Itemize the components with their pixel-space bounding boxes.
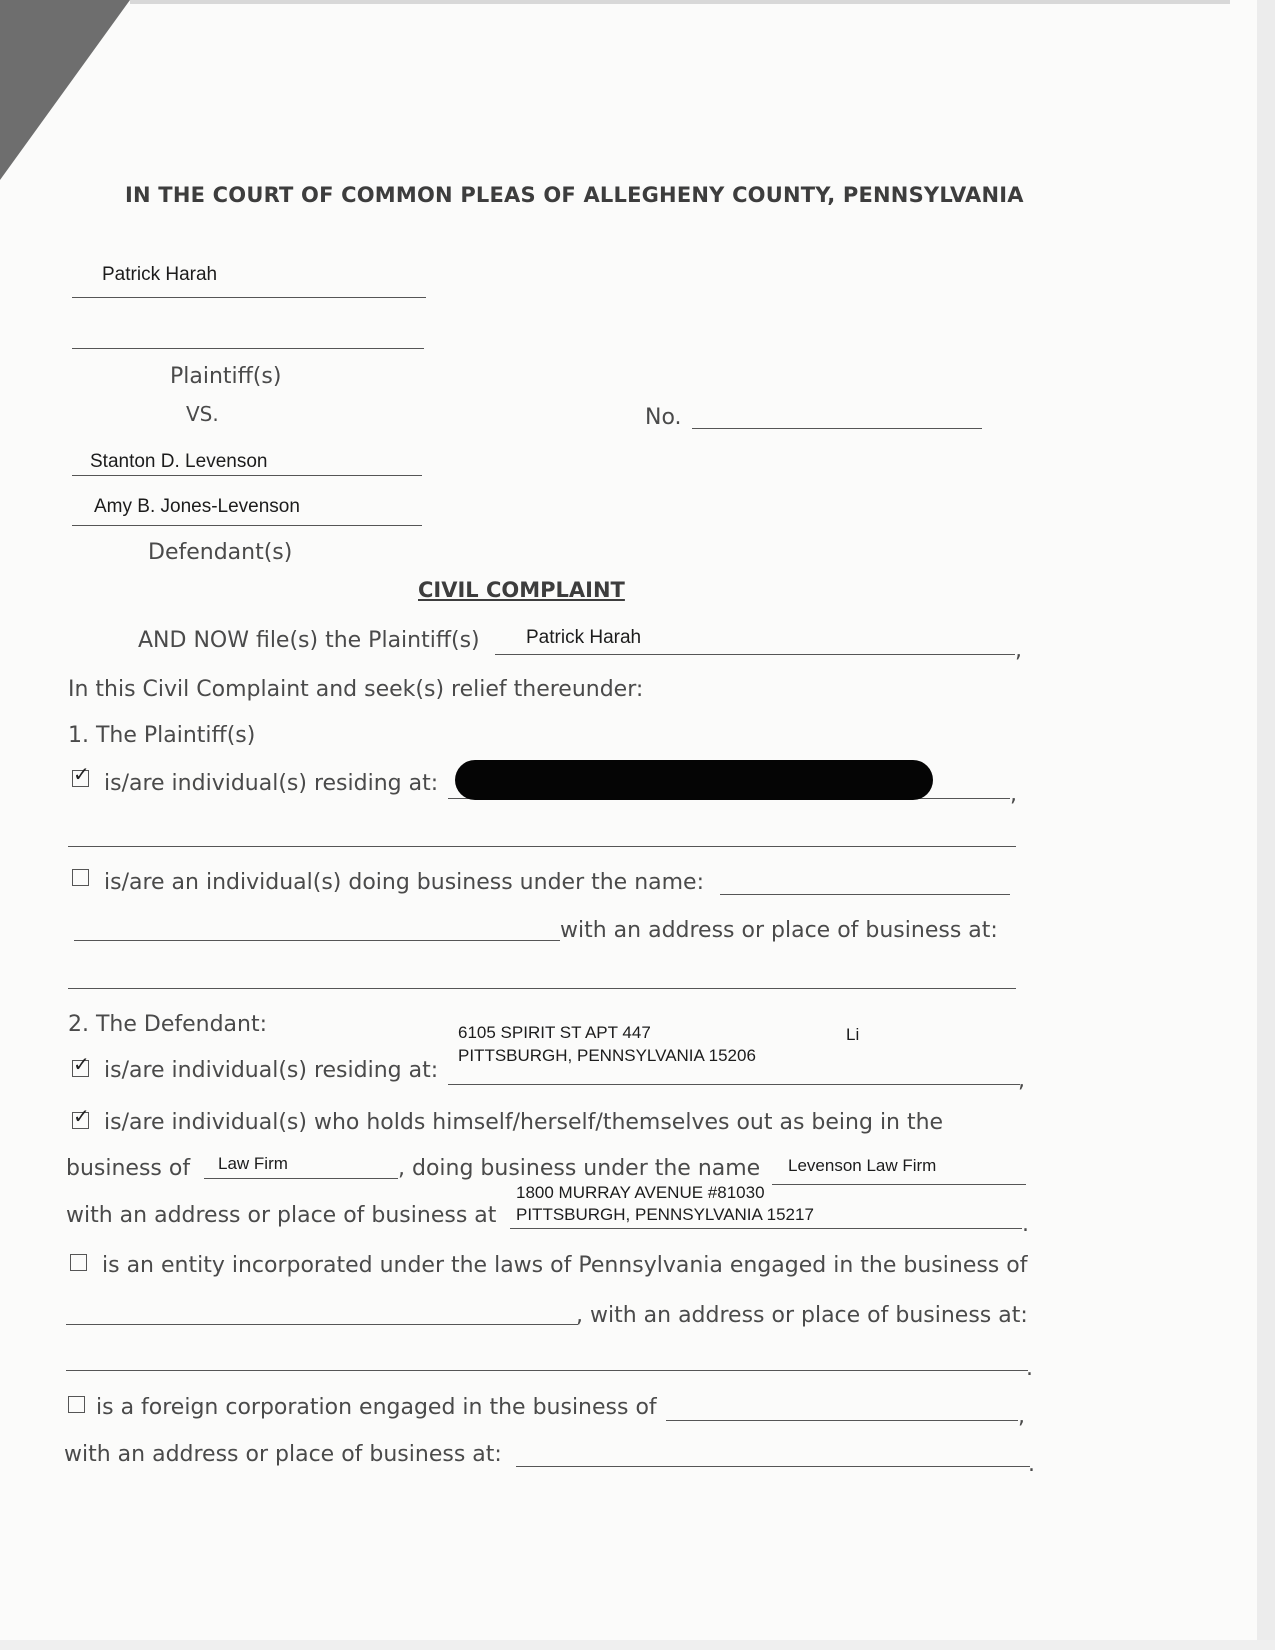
checkmark-icon: ✓ bbox=[73, 1052, 90, 1076]
vs-label: VS. bbox=[186, 402, 219, 426]
plaintiff-dba-name-field[interactable] bbox=[720, 894, 1010, 895]
defendant-holds-out-label: is/are individual(s) who holds himself/herself/themselves out as being in the bbox=[104, 1110, 944, 1135]
defendant-residing-comma: , bbox=[1018, 1068, 1025, 1093]
defendant-line-1 bbox=[72, 475, 422, 476]
foreign-corp-label: is a foreign corporation engaged in the business of bbox=[96, 1395, 657, 1420]
defendant-holds-out-checkbox[interactable] bbox=[72, 1104, 90, 1129]
section-1-heading: 1. The Plaintiff(s) bbox=[68, 723, 256, 748]
entity-address-period: . bbox=[1026, 1356, 1033, 1381]
plaintiff-dba-checkbox[interactable] bbox=[72, 869, 89, 886]
defendant-label: Defendant(s) bbox=[148, 540, 293, 565]
plaintiff-residing-line-2[interactable] bbox=[68, 846, 1016, 847]
docket-no-label: No. bbox=[645, 405, 682, 430]
defendant-residing-checkbox[interactable] bbox=[72, 1052, 90, 1077]
document-title: CIVIL COMPLAINT bbox=[418, 578, 625, 602]
plaintiff-residing-checkbox[interactable] bbox=[72, 762, 90, 787]
entity-business-field[interactable] bbox=[66, 1324, 578, 1325]
business-address-line-2[interactable]: PITTSBURGH, PENNSYLVANIA 15217 bbox=[516, 1205, 814, 1224]
plaintiff-residing-comma: , bbox=[1010, 782, 1017, 807]
defendant-address-line-2[interactable]: PITTSBURGH, PENNSYLVANIA 15206 bbox=[458, 1046, 756, 1065]
business-name-field[interactable]: Levenson Law Firm bbox=[788, 1156, 937, 1175]
plaintiff-dba-address-label: with an address or place of business at: bbox=[560, 918, 998, 943]
foreign-corp-address-field[interactable] bbox=[516, 1466, 1030, 1467]
plaintiff-line-2[interactable] bbox=[72, 348, 424, 349]
and-now-text: AND NOW file(s) the Plaintiff(s) bbox=[138, 628, 480, 653]
defendant-residing-field[interactable] bbox=[448, 1084, 1020, 1085]
business-of-line bbox=[204, 1178, 398, 1179]
plaintiff-dba-label: is/are an individual(s) doing business under the name: bbox=[104, 870, 705, 895]
foreign-corp-checkbox[interactable] bbox=[68, 1396, 85, 1413]
foreign-corp-address-label: with an address or place of business at: bbox=[64, 1442, 502, 1467]
intro-plaintiff-field[interactable]: Patrick Harah bbox=[526, 627, 642, 648]
plaintiff-dba-name-line-2[interactable] bbox=[74, 940, 560, 941]
redaction-block bbox=[455, 760, 933, 800]
docket-no-field[interactable] bbox=[692, 428, 982, 429]
doing-business-label: , doing business under the name bbox=[398, 1156, 761, 1181]
defendant-line-2 bbox=[72, 525, 422, 526]
plaintiff-dba-address-field[interactable] bbox=[68, 988, 1016, 989]
scan-top-edge bbox=[130, 0, 1230, 4]
intro-comma: , bbox=[1015, 638, 1022, 663]
business-address-line-1[interactable]: 1800 MURRAY AVENUE #81030 bbox=[516, 1183, 765, 1202]
business-address-line bbox=[510, 1228, 1022, 1229]
entity-address-field[interactable] bbox=[66, 1370, 1028, 1371]
defendant-address-line-1[interactable]: 6105 SPIRIT ST APT 447 bbox=[458, 1023, 651, 1042]
scan-folded-corner bbox=[0, 0, 130, 180]
scan-bottom-edge bbox=[0, 1640, 1275, 1650]
defendant-2-field[interactable]: Amy B. Jones-Levenson bbox=[94, 496, 300, 517]
court-heading: IN THE COURT OF COMMON PLEAS OF ALLEGHENY COUNTY, PENNSYLVANIA bbox=[125, 183, 1024, 207]
business-address-period: . bbox=[1022, 1212, 1029, 1237]
business-of-field[interactable]: Law Firm bbox=[218, 1154, 288, 1173]
foreign-corp-address-period: . bbox=[1028, 1452, 1035, 1477]
entity-address-label: , with an address or place of business at: bbox=[576, 1303, 1028, 1328]
plaintiff-name-field[interactable]: Patrick Harah bbox=[102, 264, 218, 285]
entity-label: is an entity incorporated under the laws of Pennsylvania engaged in the business of bbox=[102, 1253, 1028, 1278]
plaintiff-residing-label: is/are individual(s) residing at: bbox=[104, 771, 439, 796]
entity-checkbox[interactable] bbox=[70, 1254, 87, 1271]
defendant-side-note: Li bbox=[846, 1025, 860, 1044]
scan-right-edge bbox=[1257, 0, 1275, 1650]
business-name-line bbox=[772, 1184, 1026, 1185]
defendant-residing-label: is/are individual(s) residing at: bbox=[104, 1058, 439, 1083]
plaintiff-label: Plaintiff(s) bbox=[170, 364, 282, 389]
foreign-corp-comma: , bbox=[1018, 1404, 1025, 1429]
checkmark-icon: ✓ bbox=[73, 1104, 90, 1128]
relief-text: In this Civil Complaint and seek(s) relief thereunder: bbox=[68, 677, 644, 702]
section-2-heading: 2. The Defendant: bbox=[68, 1012, 268, 1037]
plaintiff-line-1 bbox=[72, 297, 426, 298]
checkmark-icon: ✓ bbox=[73, 762, 90, 786]
defendant-1-field[interactable]: Stanton D. Levenson bbox=[90, 451, 268, 472]
business-address-label: with an address or place of business at bbox=[66, 1203, 497, 1228]
foreign-corp-business-field[interactable] bbox=[666, 1420, 1018, 1421]
business-of-label: business of bbox=[66, 1156, 191, 1181]
intro-plaintiff-line bbox=[495, 654, 1015, 655]
